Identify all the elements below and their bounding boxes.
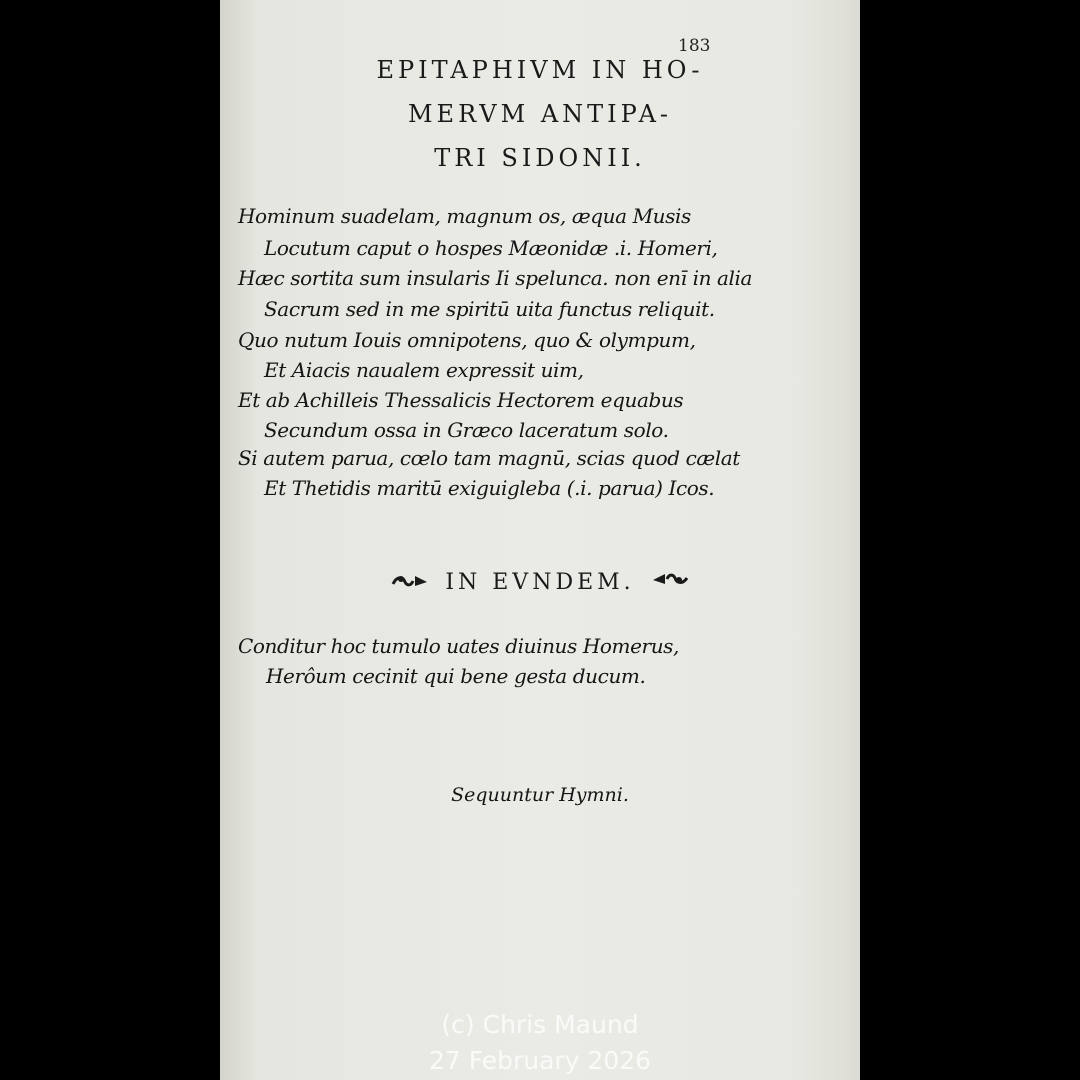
fleuron-right-icon (649, 570, 689, 596)
watermark-date: 27 February 2026 (428, 1046, 652, 1075)
poem-line: Quo nutum Iouis omnipotens, quo & olympum, (238, 328, 696, 352)
epigram-line: Herôum cecinit qui bene gesta ducum. (266, 664, 646, 688)
epitaph-title-line-1: EPITAPHIVM IN HO- (376, 56, 704, 84)
section-heading-text: IN EVNDEM. (445, 570, 635, 595)
poem-line: Et Aiacis naualem expressit uim, (264, 358, 584, 382)
poem-line: Hominum suadelam, magnum os, æqua Musis (238, 204, 691, 228)
epitaph-title-line-3: TRI SIDONII. (434, 144, 646, 172)
epigram-line: Conditur hoc tumulo uates diuinus Homerus, (238, 634, 680, 658)
epitaph-title-line-2: MERVM ANTIPA- (407, 100, 673, 128)
page-number: 183 (678, 36, 711, 56)
watermark-copyright: (c) Chris Maund (441, 1010, 639, 1039)
poem-line: Sacrum sed in me spiritū uita functus reliquit. (264, 297, 715, 321)
poem-line: Secundum ossa in Græco laceratum solo. (264, 418, 669, 442)
poem-line: Locutum caput o hospes Mæonidæ .i. Homeri, (264, 236, 718, 260)
poem-line: Si autem parua, cœlo tam magnū, scias quod cælat (238, 446, 740, 470)
section-heading (220, 570, 860, 596)
poem-line: Et ab Achilleis Thessalicis Hectorem equabus (238, 388, 684, 412)
book-page (220, 0, 860, 1080)
fleuron-left-icon (391, 570, 431, 596)
poem-line: Et Thetidis maritū exiguigleba (.i. parua) Icos. (264, 476, 715, 500)
poem-line: Hæc sortita sum insularis Ii spelunca. non enī in alia (238, 266, 753, 290)
closing-line: Sequuntur Hymni. (451, 784, 629, 806)
